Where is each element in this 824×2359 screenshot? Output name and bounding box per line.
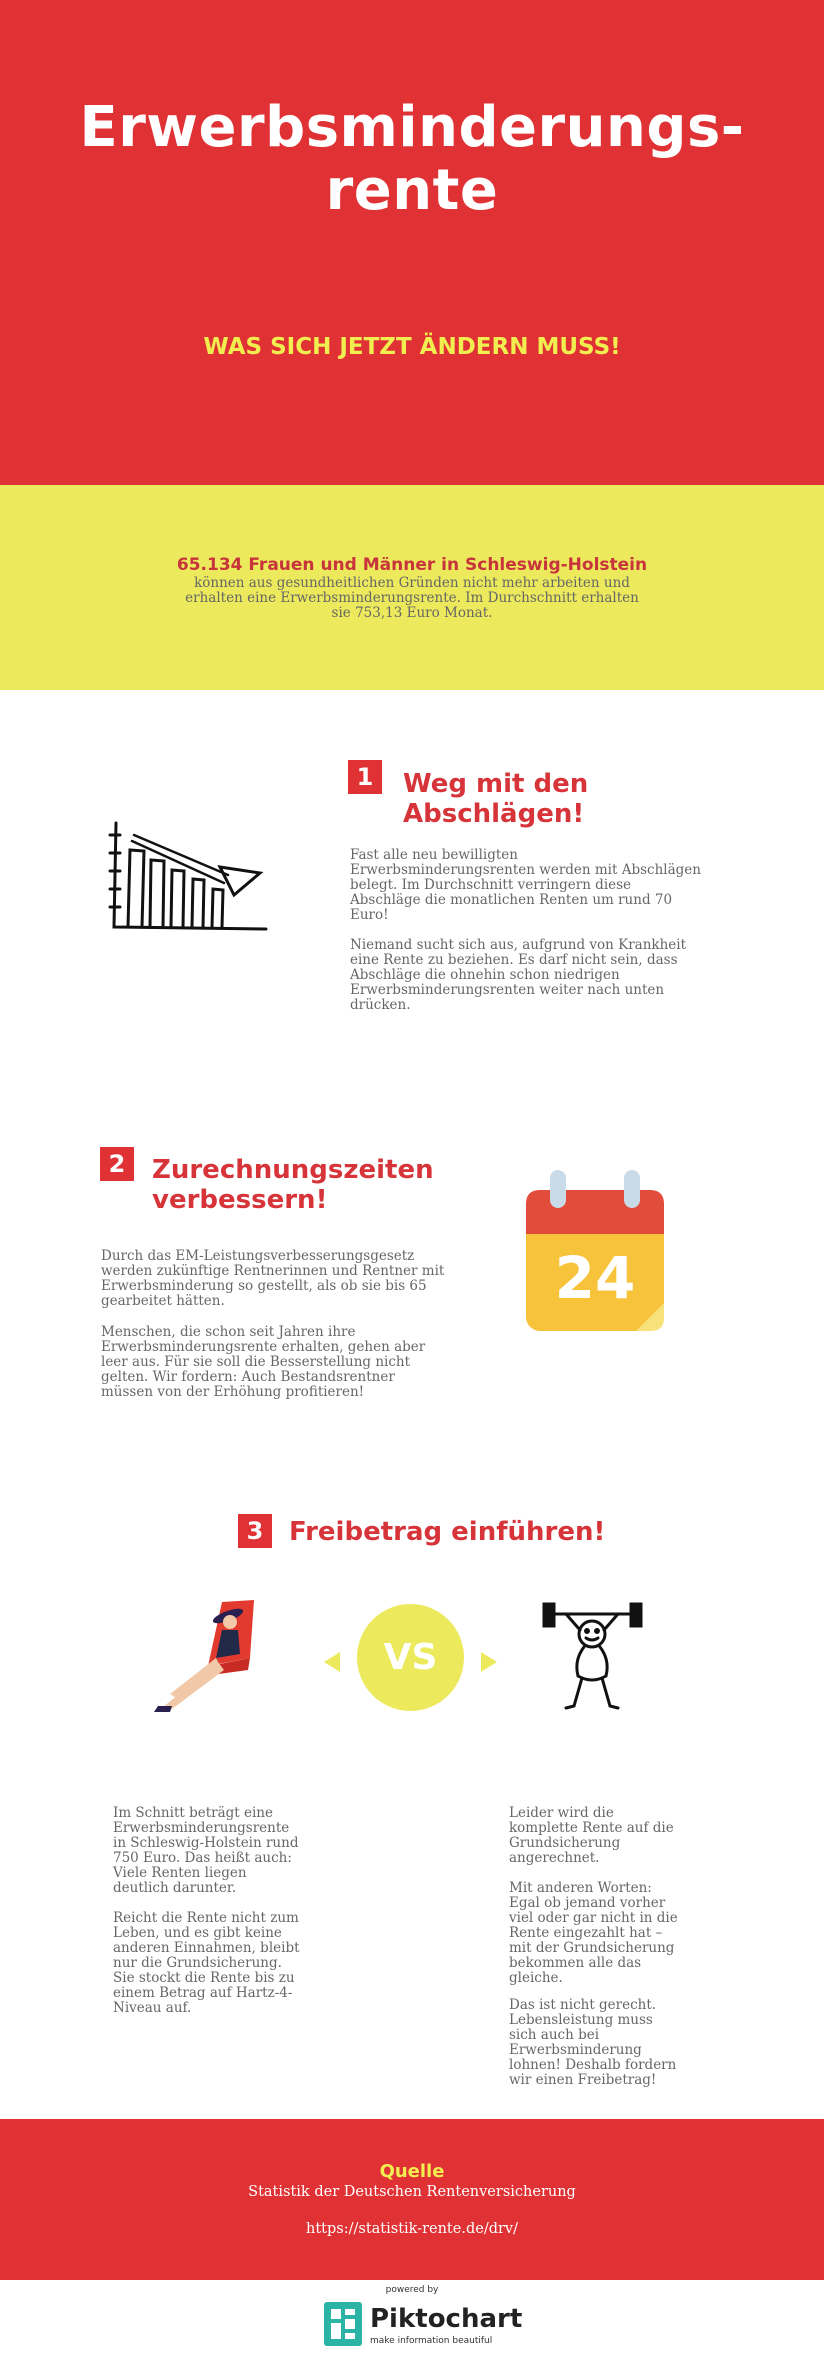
section-title: Freibetrag einführen! bbox=[289, 1517, 606, 1547]
text-line: Lebensleistung muss bbox=[509, 2012, 653, 2028]
text-line: Reicht die Rente nicht zum bbox=[113, 1910, 299, 1926]
arrow-right-icon bbox=[479, 1650, 499, 1674]
text-line: werden zukünftige Rentnerinnen und Rentner mit bbox=[101, 1263, 445, 1279]
piktochart-logo-icon bbox=[322, 2300, 364, 2348]
text-line: in Schleswig-Holstein rund bbox=[113, 1835, 299, 1851]
text-line: Rente eingezahlt hat – bbox=[509, 1925, 663, 1941]
text-line: Euro! bbox=[350, 907, 389, 923]
right-column-paragraph bbox=[509, 1881, 739, 1986]
section-title-line: Weg mit den bbox=[403, 769, 589, 799]
intro-line: können aus gesundheitlichen Gründen nicht mehr arbeiten und bbox=[194, 575, 630, 591]
text-line: gleiche. bbox=[509, 1970, 563, 1986]
text-line: Erwerbsminderungsrente erhalten, gehen aber bbox=[101, 1339, 426, 1355]
page-title-line2: rente bbox=[325, 158, 499, 223]
section-title-line: verbessern! bbox=[152, 1185, 328, 1215]
section-paragraph bbox=[350, 938, 750, 1013]
calendar-icon bbox=[524, 1168, 666, 1333]
text-line: Durch das EM-Leistungsverbesserungsgesetz bbox=[101, 1248, 415, 1264]
text-line: angerechnet. bbox=[509, 1850, 600, 1866]
text-line: lohnen! Deshalb fordern bbox=[509, 2057, 677, 2073]
intro-headline: 65.134 Frauen und Männer in Schleswig-Holstein bbox=[176, 555, 648, 575]
text-line: Menschen, die schon seit Jahren ihre bbox=[101, 1324, 356, 1340]
text-line: bekommen alle das bbox=[509, 1955, 642, 1971]
text-line: sich auch bei bbox=[509, 2027, 600, 2043]
text-line: Niemand sucht sich aus, aufgrund von Krankheit bbox=[350, 937, 687, 953]
section-title-line: Abschlägen! bbox=[403, 799, 585, 829]
text-line: Egal ob jemand vorher bbox=[509, 1895, 666, 1911]
section-paragraph bbox=[101, 1249, 501, 1309]
powered-by-label: powered by bbox=[385, 2285, 439, 2295]
calendar-day: 24 bbox=[554, 1244, 636, 1312]
text-line: einem Betrag auf Hartz-4- bbox=[113, 1985, 293, 2001]
text-line: leer aus. Für sie soll die Besserstellung nicht bbox=[101, 1354, 411, 1370]
text-line: wir einen Freibetrag! bbox=[509, 2072, 657, 2088]
section-number-badge: 1 bbox=[348, 760, 382, 794]
text-line: Grundsicherung bbox=[509, 1835, 621, 1851]
text-line: 750 Euro. Das heißt auch: bbox=[113, 1850, 292, 1866]
text-line: Abschläge die ohnehin schon niedrigen bbox=[350, 967, 620, 983]
brand-name: Piktochart bbox=[370, 2304, 523, 2334]
section-paragraph bbox=[101, 1325, 501, 1400]
intro-text bbox=[140, 576, 684, 621]
text-line: belegt. Im Durchschnitt verringern diese bbox=[350, 877, 632, 893]
text-line: Abschläge die monatlichen Renten um rund 70 bbox=[350, 892, 673, 908]
text-line: Erwerbsminderungsrenten weiter nach unten bbox=[350, 982, 665, 998]
text-line: anderen Einnahmen, bleibt bbox=[113, 1940, 300, 1956]
vs-badge: VS bbox=[357, 1604, 464, 1711]
text-line: Niveau auf. bbox=[113, 2000, 192, 2016]
section-number-badge: 2 bbox=[100, 1147, 134, 1181]
text-line: gelten. Wir fordern: Auch Bestandsrentner bbox=[101, 1369, 395, 1385]
text-line: müssen von der Erhöhung profitieren! bbox=[101, 1384, 365, 1400]
right-column-paragraph bbox=[509, 1998, 739, 2088]
text-line: drücken. bbox=[350, 997, 411, 1013]
text-line: komplette Rente auf die bbox=[509, 1820, 674, 1836]
intro-line: sie 753,13 Euro Monat. bbox=[331, 605, 493, 621]
text-line: Viele Renten liegen bbox=[113, 1865, 247, 1881]
page-title-line1: Erwerbsminderungs- bbox=[79, 95, 745, 160]
section-number-badge: 3 bbox=[238, 1514, 272, 1548]
page-subtitle: WAS SICH JETZT ÄNDERN MUSS! bbox=[203, 334, 621, 360]
source-url-link[interactable]: https://statistik-rente.de/drv/ bbox=[306, 2221, 518, 2237]
section-title bbox=[403, 769, 588, 829]
text-line: Im Schnitt beträgt eine bbox=[113, 1805, 273, 1821]
right-column-paragraph bbox=[509, 1806, 739, 1866]
text-line: Sie stockt die Rente bis zu bbox=[113, 1970, 295, 1986]
section-title bbox=[152, 1155, 434, 1215]
text-line: eine Rente zu beziehen. Es darf nicht sein, dass bbox=[350, 952, 678, 968]
text-line: deutlich darunter. bbox=[113, 1880, 237, 1896]
source-name: Statistik der Deutschen Rentenversicherung bbox=[248, 2184, 576, 2200]
text-line: Das ist nicht gerecht. bbox=[509, 1997, 657, 2013]
text-line: Mit anderen Worten: bbox=[509, 1880, 652, 1896]
declining-chart-icon bbox=[108, 815, 278, 940]
text-line: Erwerbsminderung bbox=[509, 2042, 642, 2058]
section-paragraph bbox=[350, 848, 750, 923]
text-line: viel oder gar nicht in die bbox=[509, 1910, 678, 1926]
reclining-woman-icon bbox=[150, 1596, 280, 1716]
text-line: Leider wird die bbox=[509, 1805, 614, 1821]
header-banner bbox=[0, 0, 824, 485]
text-line: nur die Grundsicherung. bbox=[113, 1955, 282, 1971]
text-line: Leben, und es gibt keine bbox=[113, 1925, 282, 1941]
weightlifter-icon bbox=[540, 1600, 645, 1718]
text-line: gearbeitet hätten. bbox=[101, 1293, 225, 1309]
text-line: Erwerbsminderungsrente bbox=[113, 1820, 290, 1836]
arrow-left-icon bbox=[322, 1650, 342, 1674]
intro-line: erhalten eine Erwerbsminderungsrente. Im Durchschnitt erhalten bbox=[185, 590, 639, 606]
text-line: Erwerbsminderungsrenten werden mit Abschlägen bbox=[350, 862, 701, 878]
brand-tagline: make information beautiful bbox=[370, 2336, 493, 2346]
text-line: mit der Grundsicherung bbox=[509, 1940, 675, 1956]
section-title-line: Zurechnungszeiten bbox=[152, 1155, 434, 1185]
text-line: Erwerbsminderung so gestellt, als ob sie bis 65 bbox=[101, 1278, 427, 1294]
left-column-paragraph bbox=[113, 1806, 343, 1896]
text-line: Fast alle neu bewilligten bbox=[350, 847, 518, 863]
left-column-paragraph bbox=[113, 1911, 343, 2016]
source-label: Quelle bbox=[379, 2161, 445, 2182]
